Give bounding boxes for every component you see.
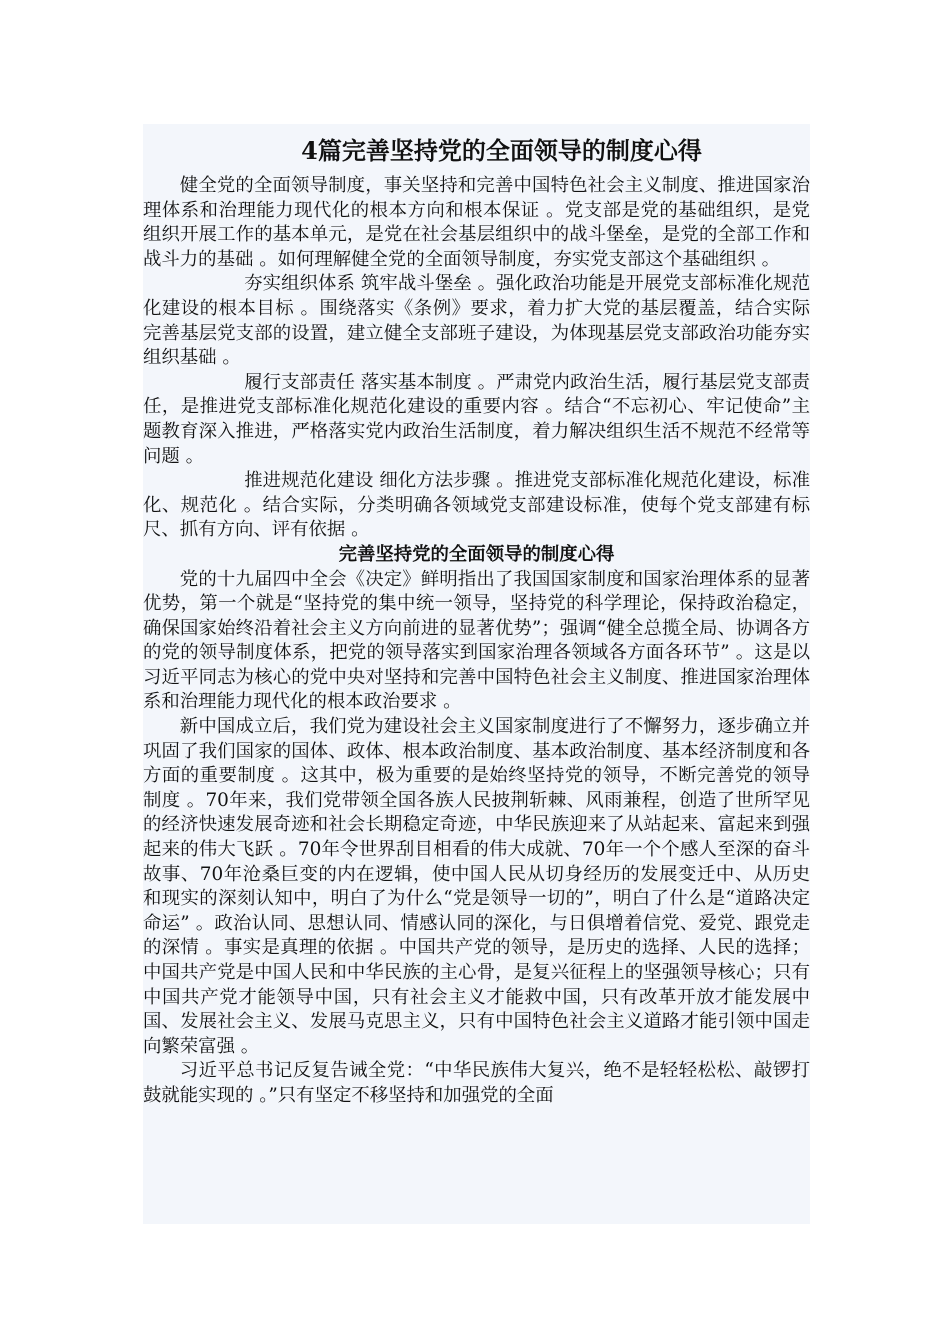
- point-paragraph-organization: 夯实组织体系 筑牢战斗堡垒 。强化政治功能是开展党支部标准化规范化建设的根本目标 。围绕落实《条例》要求，着力扩大党的基层覆盖，结合实际完善基层党支部的设置，建立健全支部班子建设，为体现基层党支部政治功能夯实组织基础 。: [143, 273, 810, 369]
- document-body: [143, 124, 810, 1109]
- section-paragraph-history: 新中国成立后，我们党为建设社会主义国家制度进行了不懈努力，逐步确立并巩固了我们国家的国体、政体、根本政治制度、基本政治制度、基本经济制度和各方面的重要制度 。这其中，极为重要的是始终坚持党的领导，不断完善党的领导制度 。70年来，我们党带领全国各族人民披荆斩棘、风雨兼程，创造了世所罕见的经济快速发展奇迹和社会长期稳定奇迹，中华民族迎来了从站起来、富起来到强起来的伟大飞跃 。70年令世界刮目相看的伟大成就、70年一个个感人至深的奋斗故事、70年沧桑巨变的内在逻辑，使中国人民从切身经历的发展变迁中、从历史和现实的深刻认知中，明白了为什么“党是领导一切的”，明白了什么是“道路决定命运” 。政治认同、思想认同、情感认同的深化，与日俱增着信党、爱党、跟党走的深情 。事实是真理的依据 。中国共产党的领导，是历史的选择、人民的选择；中国共产党是中国人民和中华民族的主心骨，是复兴征程上的坚强领导核心；只有中国共产党才能领导中国，只有社会主义才能救中国，只有改革开放才能发展中国、发展社会主义、发展马克思主义，只有中国特色社会主义道路才能引领中国走向繁荣富强 。: [143, 716, 810, 1057]
- point-paragraph-responsibility: 履行支部责任 落实基本制度 。严肃党内政治生活，履行基层党支部责任，是推进党支部标准化规范化建设的重要内容 。结合“不忘初心、牢记使命”主题教育深入推进，严格落实党内政治生活制度，着力解决组织生活不规范不经常等问题 。: [143, 371, 810, 467]
- section-heading: 完善坚持党的全面领导的制度心得: [338, 543, 615, 565]
- section-paragraph-decision: 党的十九届四中全会《决定》鲜明指出了我国国家制度和国家治理体系的显著优势，第一个就是“坚持党的集中统一领导，坚持党的科学理论，保持政治稳定，确保国家始终沿着社会主义方向前进的显著优势”；强调“健全总揽全局、协调各方的党的领导制度体系，把党的领导落实到国家治理各领域各方面各环节” 。这是以习近平同志为核心的党中央对坚持和完善中国特色社会主义制度、推进国家治理体系和治理能力现代化的根本政治要求 。: [143, 568, 810, 713]
- point-paragraph-standardization: 推进规范化建设 细化方法步骤 。推进党支部标准化规范化建设，标准化、规范化 。结合实际，分类明确各领域党支部建设标准，使每个党支部建有标尺、抓有方向、评有依据 。: [143, 470, 810, 541]
- section-paragraph-warning: 习近平总书记反复告诫全党：“中华民族伟大复兴，绝不是轻轻松松、敲锣打鼓就能实现的 。”只有坚定不移坚持和加强党的全面: [143, 1060, 810, 1106]
- intro-paragraph: 健全党的全面领导制度，事关坚持和完善中国特色社会主义制度、推进国家治理体系和治理能力现代化的根本方向和根本保证 。党支部是党的基础组织，是党组织开展工作的基本单元，是党在社会基层组织中的战斗堡垒，是党的全部工作和战斗力的基础 。如何理解健全党的全面领导制度，夯实党支部这个基础组织 。: [143, 175, 810, 270]
- document-title: 4篇完善坚持党的全面领导的制度心得: [301, 136, 702, 165]
